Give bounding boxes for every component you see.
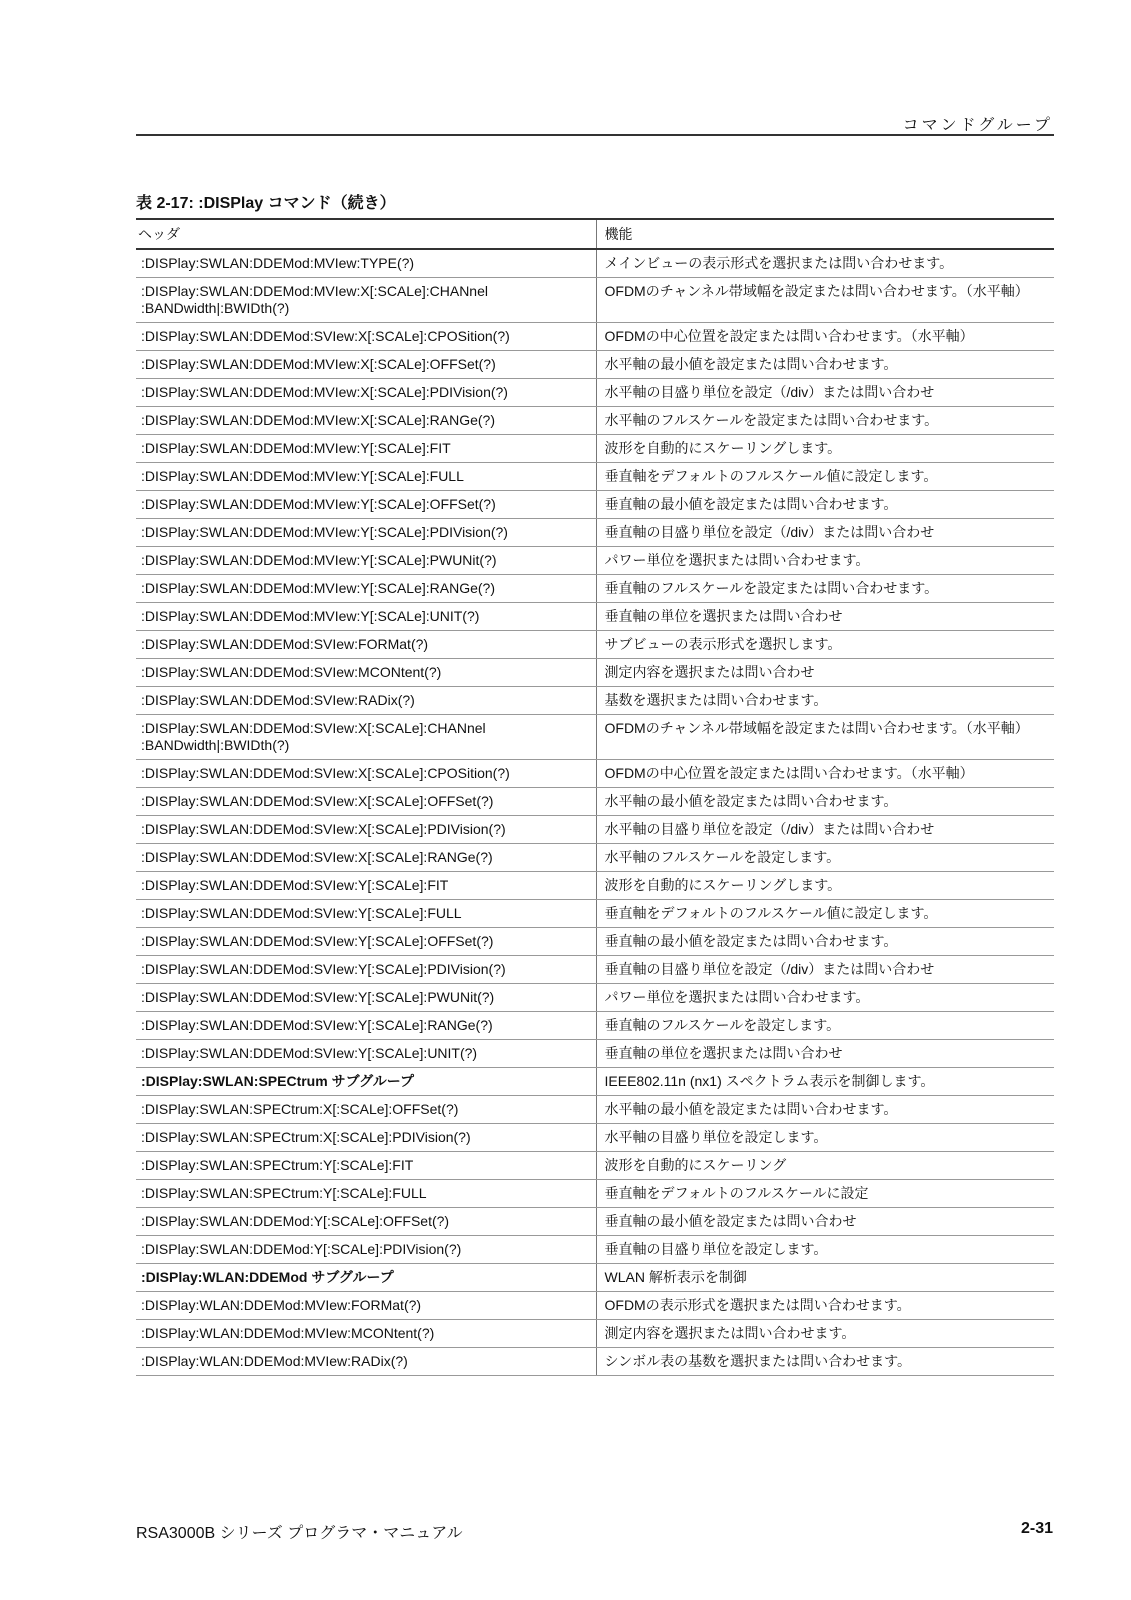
description-cell: OFDMのチャンネル帯域幅を設定または問い合わせます。（水平軸）: [596, 715, 1054, 760]
table-row: [136, 1348, 1054, 1376]
description-cell: 垂直軸をデフォルトのフルスケールに設定: [596, 1180, 1054, 1208]
table-row: [136, 715, 1054, 760]
description-cell: 垂直軸をデフォルトのフルスケール値に設定します。: [596, 900, 1054, 928]
command-cell: :DISPlay:SWLAN:DDEMod:SVIew:Y[:SCALe]:OFFSet(?): [136, 928, 596, 956]
page-number: 2-31: [1020, 1520, 1053, 1537]
description-cell: 垂直軸の目盛り単位を設定（/div）または問い合わせ: [596, 519, 1054, 547]
command-cell: :DISPlay:SWLAN:DDEMod:SVIew:Y[:SCALe]:FIT: [136, 872, 596, 900]
description-cell: OFDMの中心位置を設定または問い合わせます。（水平軸）: [596, 760, 1054, 788]
command-cell: :DISPlay:SWLAN:DDEMod:MVIew:Y[:SCALe]:UNIT(?): [136, 603, 596, 631]
table-row: [136, 760, 1054, 788]
command-cell: :DISPlay:SWLAN:DDEMod:MVIew:Y[:SCALe]:FIT: [136, 435, 596, 463]
table-row: [136, 872, 1054, 900]
table-row: [136, 900, 1054, 928]
command-cell: :DISPlay:SWLAN:DDEMod:MVIew:X[:SCALe]:OFFSet(?): [136, 351, 596, 379]
command-table: [136, 218, 1054, 1376]
description-cell: 垂直軸の最小値を設定または問い合わせます。: [596, 491, 1054, 519]
description-cell: 垂直軸のフルスケールを設定または問い合わせます。: [596, 575, 1054, 603]
table-body: [136, 249, 1054, 1376]
table-row: [136, 1264, 1054, 1292]
command-cell: :DISPlay:SWLAN:DDEMod:MVIew:Y[:SCALe]:RANGe(?): [136, 575, 596, 603]
table-row: [136, 351, 1054, 379]
command-cell: :DISPlay:SWLAN:DDEMod:SVIew:X[:SCALe]:CHANnel :BANDwidth|:BWIDth(?): [136, 715, 596, 760]
command-cell: :DISPlay:SWLAN:DDEMod:SVIew:Y[:SCALe]:PDIVision(?): [136, 956, 596, 984]
command-cell: :DISPlay:SWLAN:SPECtrum:X[:SCALe]:PDIVision(?): [136, 1124, 596, 1152]
command-cell: :DISPlay:WLAN:DDEMod サブグループ: [136, 1264, 596, 1292]
command-cell: :DISPlay:SWLAN:DDEMod:SVIew:Y[:SCALe]:PWUNit(?): [136, 984, 596, 1012]
description-cell: WLAN 解析表示を制御: [596, 1264, 1054, 1292]
description-cell: 波形を自動的にスケーリングします。: [596, 872, 1054, 900]
description-cell: 垂直軸の単位を選択または問い合わせ: [596, 603, 1054, 631]
table-row: [136, 687, 1054, 715]
table-row: [136, 249, 1054, 278]
command-cell: :DISPlay:SWLAN:DDEMod:MVIew:Y[:SCALe]:FULL: [136, 463, 596, 491]
description-cell: OFDMの中心位置を設定または問い合わせます。（水平軸）: [596, 323, 1054, 351]
table-row: [136, 1320, 1054, 1348]
description-cell: メインビューの表示形式を選択または問い合わせます。: [596, 249, 1054, 278]
footer-product: RSA3000B シリーズ プログラマ・マニュアル: [136, 1525, 463, 1542]
command-cell: :DISPlay:SWLAN:DDEMod:MVIew:TYPE(?): [136, 249, 596, 278]
table-row: [136, 1096, 1054, 1124]
description-cell: パワー単位を選択または問い合わせます。: [596, 547, 1054, 575]
description-cell: 垂直軸の目盛り単位を設定します。: [596, 1236, 1054, 1264]
command-cell: :DISPlay:SWLAN:DDEMod:SVIew:X[:SCALe]:RANGe(?): [136, 844, 596, 872]
table-header-row: [136, 219, 1054, 249]
table-row: [136, 379, 1054, 407]
command-cell: :DISPlay:SWLAN:DDEMod:MVIew:Y[:SCALe]:PWUNit(?): [136, 547, 596, 575]
description-cell: 波形を自動的にスケーリング: [596, 1152, 1054, 1180]
table-row: [136, 844, 1054, 872]
table-row: [136, 519, 1054, 547]
description-cell: OFDMの表示形式を選択または問い合わせます。: [596, 1292, 1054, 1320]
command-cell: :DISPlay:SWLAN:DDEMod:SVIew:X[:SCALe]:PDIVision(?): [136, 816, 596, 844]
description-cell: 垂直軸をデフォルトのフルスケール値に設定します。: [596, 463, 1054, 491]
description-cell: シンボル表の基数を選択または問い合わせます。: [596, 1348, 1054, 1376]
header-rule: [136, 134, 1054, 136]
command-cell: :DISPlay:SWLAN:DDEMod:SVIew:Y[:SCALe]:FULL: [136, 900, 596, 928]
command-cell: :DISPlay:WLAN:DDEMod:MVIew:RADix(?): [136, 1348, 596, 1376]
table-row: [136, 631, 1054, 659]
command-cell: :DISPlay:SWLAN:DDEMod:SVIew:RADix(?): [136, 687, 596, 715]
description-cell: 水平軸の目盛り単位を設定（/div）または問い合わせ: [596, 379, 1054, 407]
description-cell: 水平軸のフルスケールを設定します。: [596, 844, 1054, 872]
command-cell: :DISPlay:SWLAN:SPECtrum:Y[:SCALe]:FULL: [136, 1180, 596, 1208]
description-cell: 水平軸の目盛り単位を設定します。: [596, 1124, 1054, 1152]
table-row: [136, 435, 1054, 463]
table-row: [136, 323, 1054, 351]
description-cell: OFDMのチャンネル帯域幅を設定または問い合わせます。（水平軸）: [596, 278, 1054, 323]
table-row: [136, 1152, 1054, 1180]
table-row: [136, 575, 1054, 603]
description-cell: 水平軸のフルスケールを設定または問い合わせます。: [596, 407, 1054, 435]
command-cell: :DISPlay:SWLAN:DDEMod:SVIew:X[:SCALe]:CPOSition(?): [136, 323, 596, 351]
table-row: [136, 1180, 1054, 1208]
table-caption: 表 2-17: :DISPlay コマンド（続き）: [136, 195, 396, 212]
table-row: [136, 547, 1054, 575]
command-cell: :DISPlay:SWLAN:DDEMod:SVIew:MCONtent(?): [136, 659, 596, 687]
command-cell: :DISPlay:SWLAN:DDEMod:MVIew:Y[:SCALe]:PDIVision(?): [136, 519, 596, 547]
table-row: [136, 407, 1054, 435]
table-row: [136, 1292, 1054, 1320]
command-cell: :DISPlay:WLAN:DDEMod:MVIew:FORMat(?): [136, 1292, 596, 1320]
description-cell: 水平軸の目盛り単位を設定（/div）または問い合わせ: [596, 816, 1054, 844]
column-header-command: ヘッダ: [136, 219, 596, 249]
table-row: [136, 1040, 1054, 1068]
description-cell: 垂直軸のフルスケールを設定します。: [596, 1012, 1054, 1040]
table-row: [136, 278, 1054, 323]
table-row: [136, 659, 1054, 687]
command-cell: :DISPlay:SWLAN:DDEMod:SVIew:Y[:SCALe]:RANGe(?): [136, 1012, 596, 1040]
description-cell: 基数を選択または問い合わせます。: [596, 687, 1054, 715]
table-row: [136, 956, 1054, 984]
description-cell: 波形を自動的にスケーリングします。: [596, 435, 1054, 463]
command-cell: :DISPlay:SWLAN:DDEMod:MVIew:X[:SCALe]:CHANnel :BANDwidth|:BWIDth(?): [136, 278, 596, 323]
description-cell: サブビューの表示形式を選択します。: [596, 631, 1054, 659]
description-cell: IEEE802.11n (nx1) スペクトラム表示を制御します。: [596, 1068, 1054, 1096]
table-row: [136, 1208, 1054, 1236]
command-cell: :DISPlay:SWLAN:SPECtrum:X[:SCALe]:OFFSet(?): [136, 1096, 596, 1124]
command-cell: :DISPlay:SWLAN:DDEMod:MVIew:Y[:SCALe]:OFFSet(?): [136, 491, 596, 519]
table-row: [136, 1236, 1054, 1264]
command-cell: :DISPlay:SWLAN:DDEMod:MVIew:X[:SCALe]:RANGe(?): [136, 407, 596, 435]
description-cell: 垂直軸の目盛り単位を設定（/div）または問い合わせ: [596, 956, 1054, 984]
table-row: [136, 928, 1054, 956]
table-row: [136, 491, 1054, 519]
command-cell: :DISPlay:SWLAN:DDEMod:SVIew:Y[:SCALe]:UNIT(?): [136, 1040, 596, 1068]
description-cell: 水平軸の最小値を設定または問い合わせます。: [596, 351, 1054, 379]
command-cell: :DISPlay:SWLAN:DDEMod:SVIew:X[:SCALe]:CPOSition(?): [136, 760, 596, 788]
description-cell: パワー単位を選択または問い合わせます。: [596, 984, 1054, 1012]
table-row: [136, 816, 1054, 844]
column-header-function: 機能: [596, 219, 1054, 249]
command-cell: :DISPlay:SWLAN:SPECtrum:Y[:SCALe]:FIT: [136, 1152, 596, 1180]
description-cell: 垂直軸の単位を選択または問い合わせ: [596, 1040, 1054, 1068]
description-cell: 垂直軸の最小値を設定または問い合わせます。: [596, 928, 1054, 956]
command-cell: :DISPlay:SWLAN:DDEMod:Y[:SCALe]:OFFSet(?): [136, 1208, 596, 1236]
table-row: [136, 1068, 1054, 1096]
description-cell: 水平軸の最小値を設定または問い合わせます。: [596, 788, 1054, 816]
section-header: コマンドグループ: [902, 117, 1053, 134]
table-row: [136, 984, 1054, 1012]
command-cell: :DISPlay:SWLAN:DDEMod:Y[:SCALe]:PDIVision(?): [136, 1236, 596, 1264]
command-cell: :DISPlay:SWLAN:DDEMod:SVIew:X[:SCALe]:OFFSet(?): [136, 788, 596, 816]
description-cell: 測定内容を選択または問い合わせます。: [596, 1320, 1054, 1348]
table-row: [136, 463, 1054, 491]
description-cell: 水平軸の最小値を設定または問い合わせます。: [596, 1096, 1054, 1124]
command-cell: :DISPlay:SWLAN:DDEMod:MVIew:X[:SCALe]:PDIVision(?): [136, 379, 596, 407]
command-cell: :DISPlay:SWLAN:SPECtrum サブグループ: [136, 1068, 596, 1096]
command-cell: :DISPlay:WLAN:DDEMod:MVIew:MCONtent(?): [136, 1320, 596, 1348]
table-row: [136, 788, 1054, 816]
description-cell: 測定内容を選択または問い合わせ: [596, 659, 1054, 687]
description-cell: 垂直軸の最小値を設定または問い合わせ: [596, 1208, 1054, 1236]
command-cell: :DISPlay:SWLAN:DDEMod:SVIew:FORMat(?): [136, 631, 596, 659]
table-row: [136, 1012, 1054, 1040]
table-row: [136, 1124, 1054, 1152]
table-row: [136, 603, 1054, 631]
